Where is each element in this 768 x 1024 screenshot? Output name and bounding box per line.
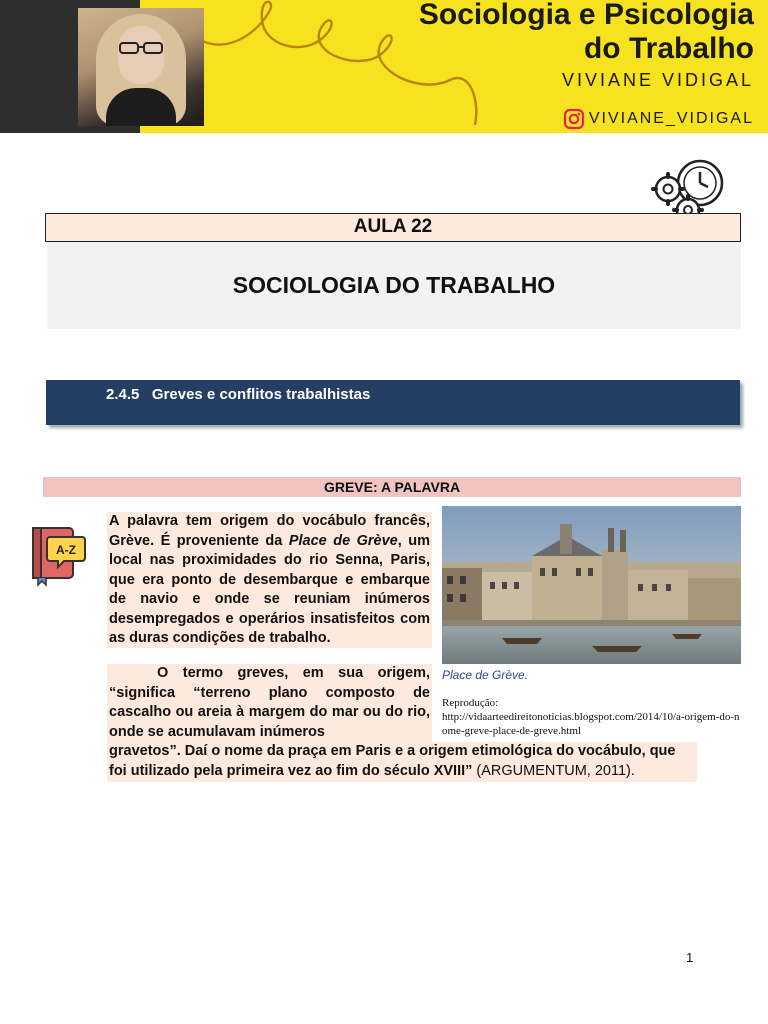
lesson-subject-box: SOCIOLOGIA DO TRABALHO [47, 242, 741, 329]
source-label: Reprodução: [442, 697, 499, 709]
instagram-icon [563, 108, 585, 130]
course-title-line2: do Trabalho [583, 32, 754, 65]
paragraph-1-part2: , um local nas proximidades do rio Senna, Paris, que era ponto de desembarque e embarque de navio e onde se reuniam inúmeros desempregados e operários insatisfeitos com as duras condições de trabalho. [109, 532, 430, 646]
place-de-greve-painting [442, 506, 741, 664]
subsection-heading: GREVE: A PALAVRA [43, 477, 741, 497]
lesson-number-box: AULA 22 [45, 213, 741, 242]
page-number: 1 [686, 950, 694, 965]
book-icon-label: A-Z [56, 543, 76, 557]
figure-caption: Place de Grève. [442, 668, 529, 682]
paragraph-3-bold: gravetos”. Daí o nome da praça em Paris e a origem etimológica do vocábulo, que foi utilizado pela primeira vez ao fim do século XVIII” [109, 743, 676, 779]
paragraph-1 [107, 512, 432, 648]
instagram-handle-text: VIVIANE_VIDIGAL [588, 110, 754, 127]
citation: (ARGUMENTUM, 2011). [472, 762, 635, 779]
section-number: 2.4.5 [106, 386, 140, 403]
decorative-scribble [190, 0, 490, 133]
dictionary-book-icon [30, 525, 86, 587]
source-url[interactable]: http://vidaarteedireitonoticias.blogspot.com/2014/10/a-origem-do-nome-greve-place-de-greve.html [442, 711, 740, 737]
paragraph-2: O termo greves, em sua origem, “significa “terreno plano composto de cascalho ou areia à margem do mar ou do rio, onde se acumulavam inúmeros [107, 664, 432, 746]
instagram-handle[interactable] [563, 108, 754, 130]
section-title: Greves e conflitos trabalhistas [151, 386, 371, 403]
figure-source [442, 696, 742, 738]
section-heading-bar [46, 380, 740, 425]
paragraph-3 [107, 742, 697, 782]
paragraph-1-emphasis: Place de Grève [288, 532, 398, 549]
course-title-line1: Sociologia e Psicologia [418, 0, 754, 31]
section-heading [106, 386, 370, 403]
author-photo [78, 8, 204, 126]
author-name: VIVIANE VIDIGAL [561, 70, 754, 90]
paragraph-1-part1: A palavra tem origem do vocábulo francês, Grève. É proveniente da [109, 513, 430, 549]
